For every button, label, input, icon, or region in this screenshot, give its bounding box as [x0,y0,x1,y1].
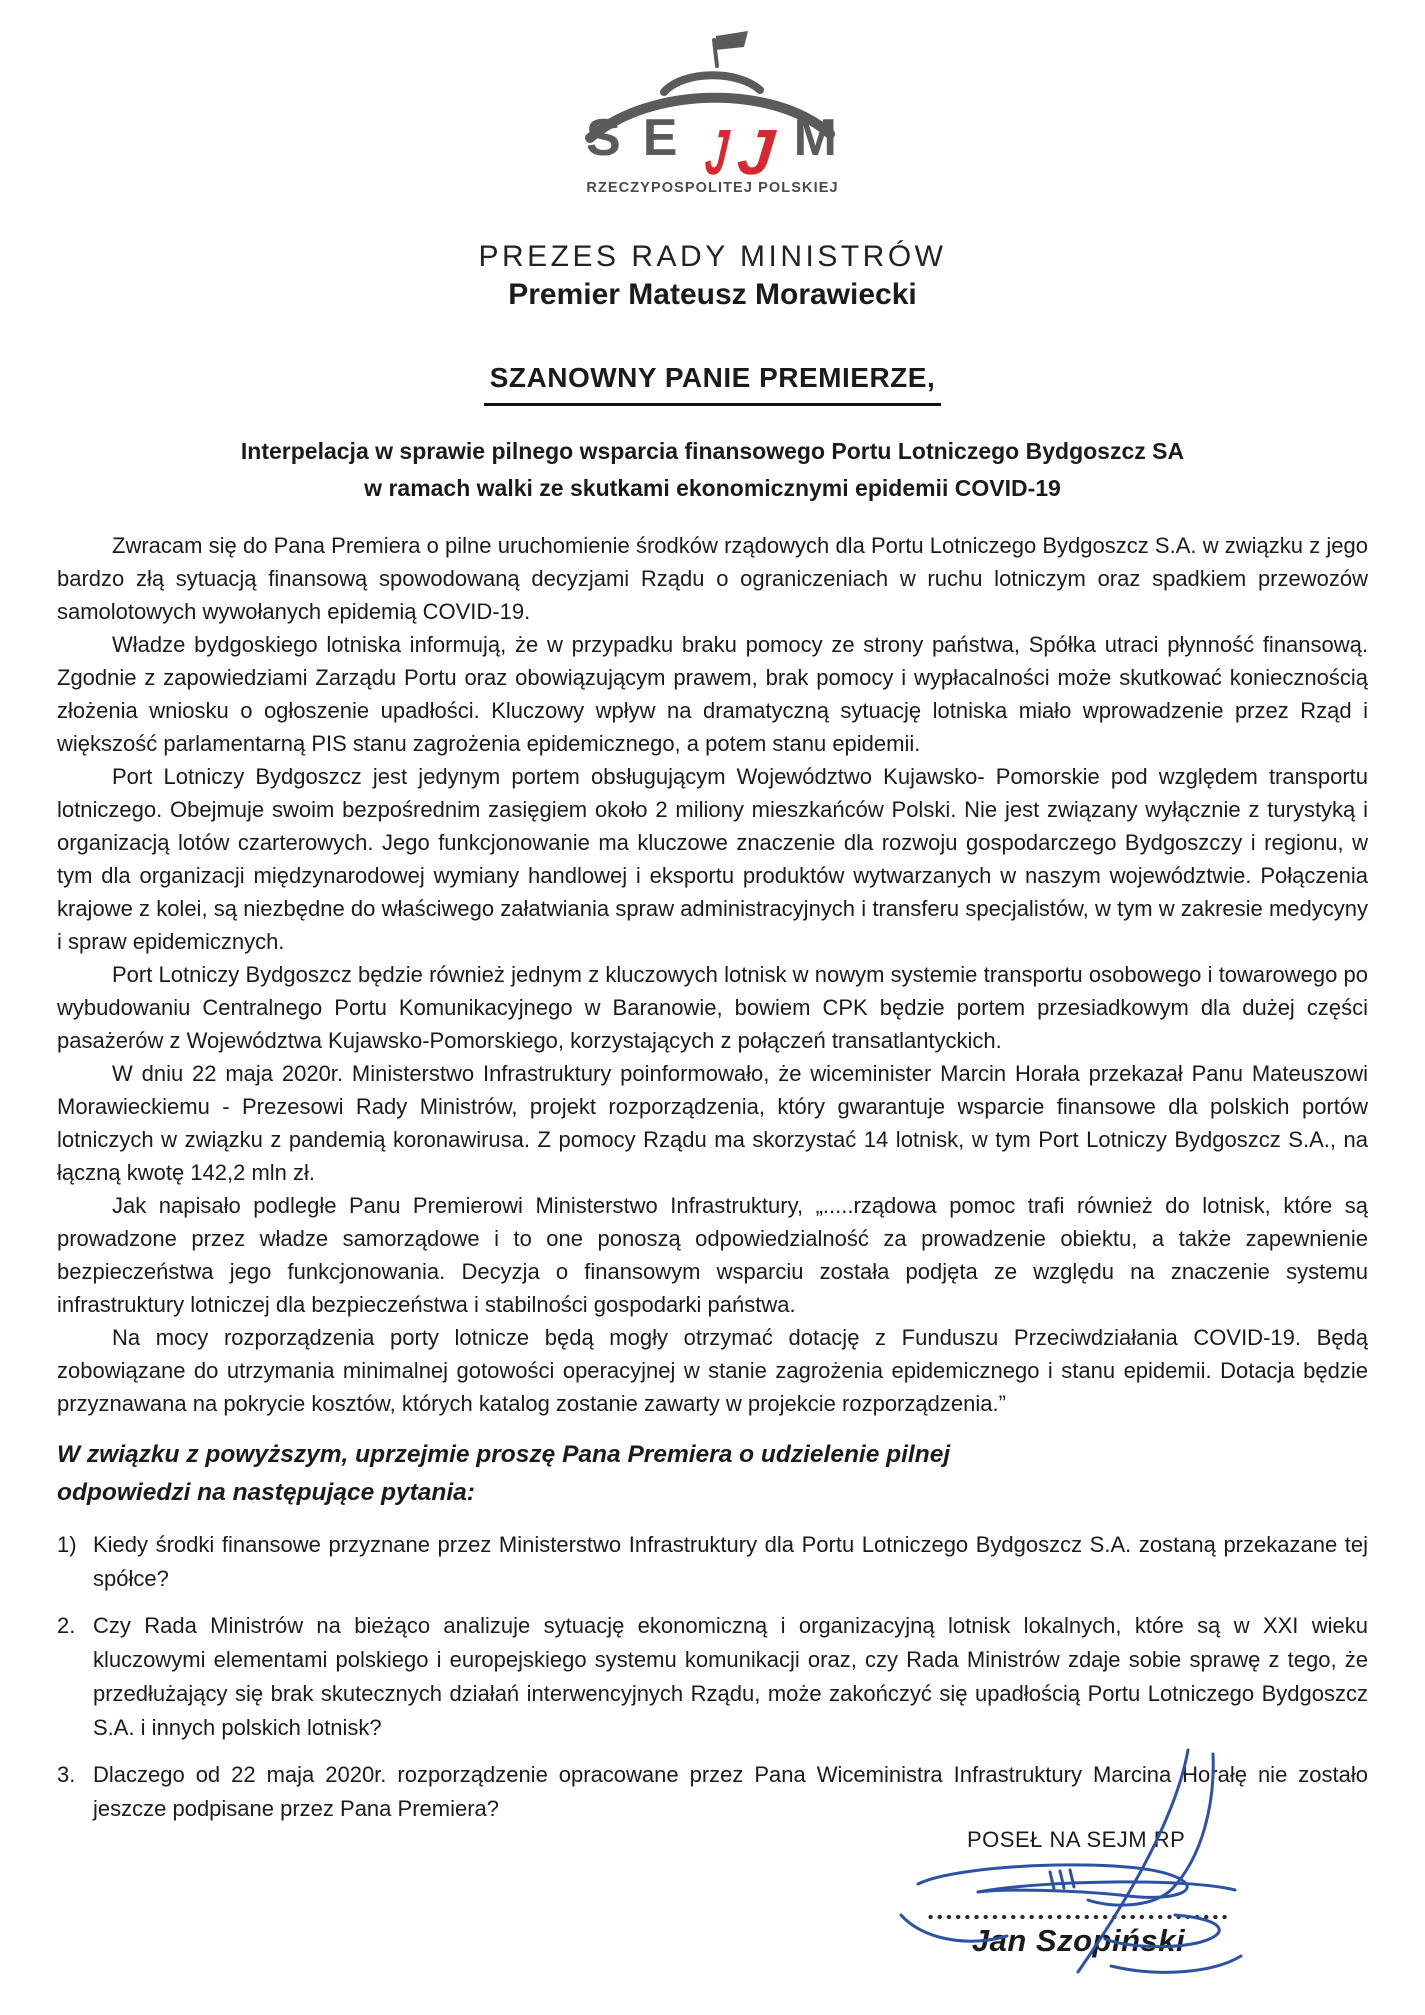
subject-block [57,433,1368,507]
question-item [57,1758,1368,1826]
recipient-name: Premier Mateusz Morawiecki [508,278,917,311]
signature-dotted-line [926,1913,1231,1919]
paragraph: Zwracam się do Pana Premiera o pilne uruchomienie środków rządowych dla Portu Lotniczego Bydgoszcz S.A. w związku z jego bardzo złą sytuacją finansową spowodowaną decyzjami Rządu o ograniczeniach w ruchu lotniczym oraz spadkiem przewozów samolotowych wywołanych epidemią COVID-19. [57,533,1368,624]
logo-subtitle: RZECZYPOSPOLITEJ POLSKIEJ [586,180,839,196]
question-text: Czy Rada Ministrów na bieżąco analizuje sytuację ekonomiczną i organizacyjną lotnisk lokalnych, które są w XXI wieku kluczowymi elementami polskiego i europejskiego systemu komunikacji oraz, czy Rada Ministrów zdaje sobie sprawę z tego, że przedłużający się brak skutecznych działań interwencyjnych Rządu, może zakończyć się upadłością Portu Lotniczego Bydgoszcz S.A. i innych polskich lotnisk? [93,1613,1368,1740]
question-marker: 3. [57,1762,76,1787]
flag-icon [715,31,748,50]
logo-letter-m: M [793,109,839,167]
salutation: SZANOWNY PANIE PREMIERZE, [484,362,942,406]
logo-letter-s: S [586,109,623,167]
question-marker: 1) [57,1532,77,1557]
signature-block [923,1827,1233,1959]
paragraph: Port Lotniczy Bydgoszcz jest jedynym portem obsługującym Województwo Kujawsko- Pomorskie pod względem transportu lotniczego. Obejmuje swoim bezpośrednim zasięgiem około 2 miliony mieszkańców Polski. Nie jest związany wyłącznie z turystyką i organizacją lotów czarterowych. Jego funkcjonowanie ma kluczowe znaczenie dla rozwoju gospodarczego Bydgoszczy i regionu, w tym dla organizacji międzynarodowej wymiany handlowej i eksportu produktów wytwarzanych w naszym województwie. Połączenia krajowe z kolei, są niezbędne do właściwego załatwiania spraw administracyjnych i transferu specjalistów, w tym w zakresie medycyny i spraw epidemicznych. [57,764,1368,954]
paragraph: Na mocy rozporządzenia porty lotnicze będą mogły otrzymać dotację z Funduszu Przeciwdziałania COVID-19. Będą zobowiązane do utrzymania minimalnej gotowości operacyjnej w stanie zagrożenia epidemicznego i stanu epidemii. Dotacja będzie przyznawana na pokrycie kosztów, których katalog zostanie zawarty w projekcie rozporządzenia.” [57,1325,1368,1416]
logo-letter-j2: J [734,115,778,188]
closing-line-1: W związku z powyższym, uprzejmie proszę Pana Premiera o udzielenie pilnej [57,1441,951,1468]
sejm-logo [57,30,1368,196]
paragraph: Władze bydgoskiego lotniska informują, że w przypadku braku pomocy ze strony państwa, Spółka utraci płynność finansową. Zgodnie z zapowiedziami Zarządu Portu oraz obowiązującym prawem, brak pomocy i wypłacalności może skutkować koniecznością złożenia wniosku o ogłoszenie upadłości. Kluczowy wpływ na dramatyczną sytuację lotniska miało wprowadzenie przez Rząd i większość parlamentarną PIS stanu zagrożenia epidemicznego, a potem stanu epidemii. [57,632,1368,756]
paragraph: Port Lotniczy Bydgoszcz będzie również jednym z kluczowych lotnisk w nowym systemie transportu osobowego i towarowego po wybudowaniu Centralnego Portu Komunikacyjnego w Baranowie, bowiem CPK będzie portem przesiadkowym dla dużej części pasażerów z Województwa Kujawsko-Pomorskiego, korzystających z połączeń transatlantyckich. [57,962,1368,1053]
question-item [57,1528,1368,1596]
recipient-title: PREZES RADY MINISTRÓW [478,240,947,273]
closing-line-2: odpowiedzi na następujące pytania: [57,1479,475,1506]
paragraph: Jak napisało podległe Panu Premierowi Ministerstwo Infrastruktury, „.....rządowa pomoc trafi również do lotnisk, które są prowadzone przez władze samorządowe i to one ponoszą odpowiedzialność za prowadzenie obiektu, a także zapewnienie bezpieczeństwa jego funkcjonowania. Decyzja o finansowym wsparciu została podjęta ze względu na znaczenie systemu infrastruktury lotniczej dla bezpieczeństwa i stabilności gospodarki państwa. [57,1193,1368,1317]
signature-role: POSEŁ NA SEJM RP [967,1827,1186,1852]
body-text [57,529,1368,1420]
question-item [57,1609,1368,1745]
logo-letters-jj [699,115,778,188]
paragraph: W dniu 22 maja 2020r. Ministerstwo Infrastruktury poinformowało, że wiceminister Marcin Horała przekazał Panu Mateuszowi Morawieckiemu - Prezesowi Rady Ministrów, projekt rozporządzenia, który gwarantuje wsparcie finansowe dla polskich portów lotniczych w związku z pandemią koronawirusa. Z pomocy Rządu ma skorzystać 14 lotnisk, w tym Port Lotniczy Bydgoszcz S.A., na łączną kwotę 142,2 mln zł. [57,1061,1368,1185]
question-text: Kiedy środki finansowe przyznane przez Ministerstwo Infrastruktury dla Portu Lotniczego Bydgoszcz S.A. zostaną przekazane tej spółce? [93,1532,1368,1591]
logo-letter-e: E [642,109,680,167]
logo-letter-j1: J [702,115,733,188]
question-text: Dlaczego od 22 maja 2020r. rozporządzenie opracowane przez Pana Wiceministra Infrastruktury Marcina Horałę nie zostało jeszcze podpisane przez Pana Premiera? [93,1762,1368,1821]
subject-line-2: w ramach walki ze skutkami ekonomicznymi epidemii COVID-19 [364,475,1061,501]
closing-block [57,1436,1368,1512]
recipient-block [57,240,1368,312]
questions-list [57,1528,1368,1826]
subject-line-1: Interpelacja w sprawie pilnego wsparcia finansowego Portu Lotniczego Bydgoszcz SA [240,438,1185,464]
question-marker: 2. [57,1613,76,1638]
signature-name: Jan Szopiński [971,1923,1186,1958]
